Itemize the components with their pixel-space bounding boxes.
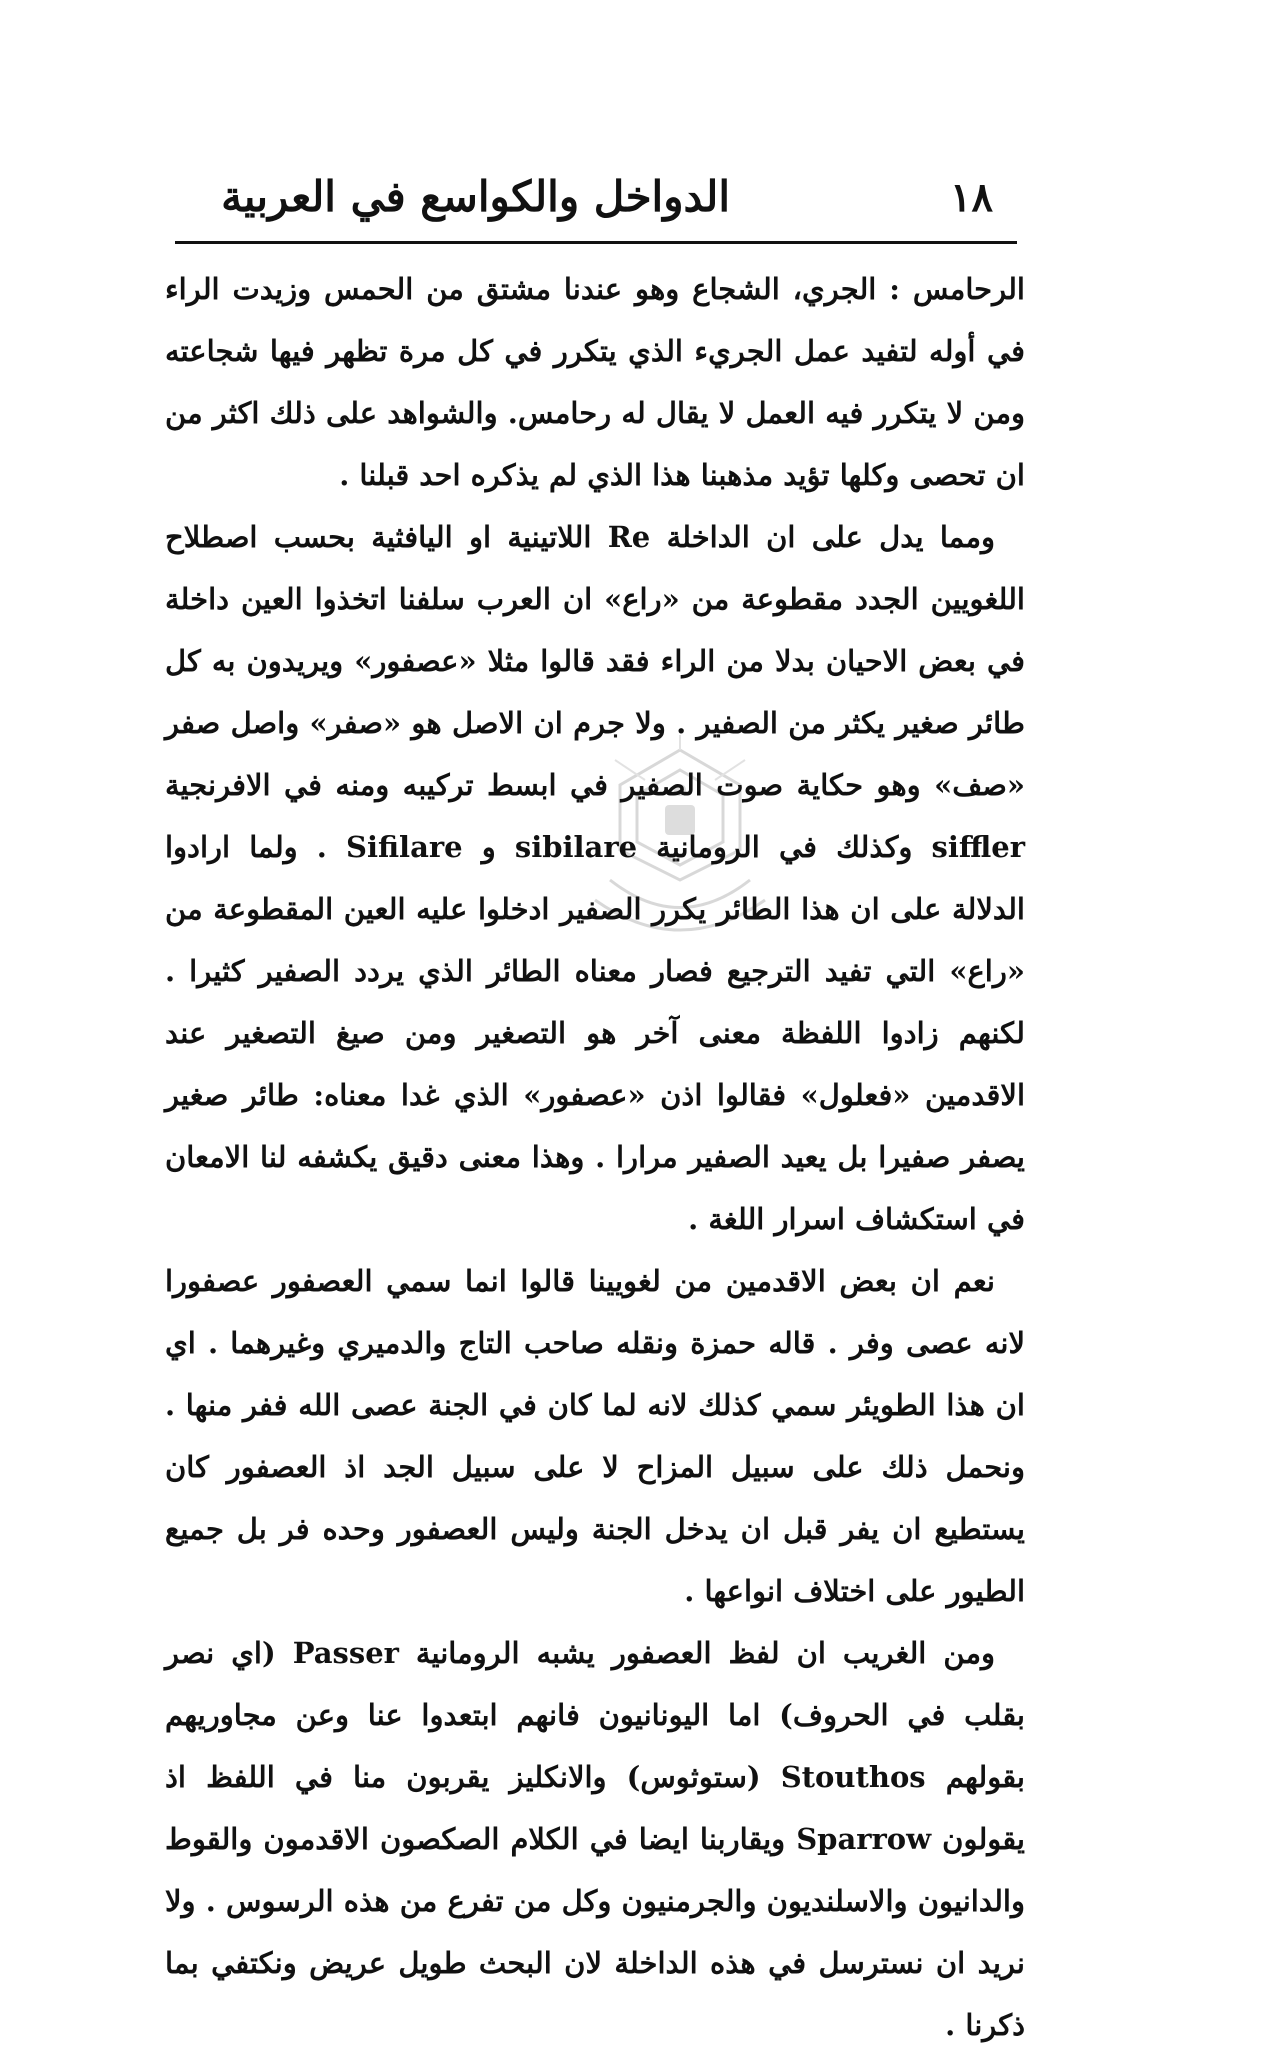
page-number: ١٨ <box>950 174 993 221</box>
paragraph-3: نعم ان بعض الاقدمين من لغويينا قالوا انما سمي العصفور عصفورا لانه عصى وفر . قاله حمزة ونقله صاحب التاج والدميري وغيرهما . اي ان هذا الطويئر سمي كذلك لانه لما كان في الجنة عصى الله ففر منها . ونحمل ذلك على سبيل المزاح لا على سبيل الجد اذ العصفور كان يستطيع ان يفر قبل ان يدخل الجنة وليس العصفور وحده فر بل جميع الطيور على اختلاف انواعها . <box>165 1264 1025 1608</box>
paragraph-4: ومن الغريب ان لفظ العصفور يشبه الرومانية Passer (اي نصر بقلب في الحروف) اما اليونانيون فانهم ابتعدوا عنا وعن مجاوريهم بقولهم Stouthos (ستوثوس) والانكليز يقربون منا في اللفظ اذ يقولون Sparrow ويقاربنا ايضا في الكلام الصكصون الاقدمون والقوط والدانيون والاسلنديون والجرمنيون وكل من تفرع من هذه الرسوس . ولا نريد ان نسترسل في هذه الداخلة لان البحث طويل عريض ونكتفي بما ذكرنا . <box>165 1636 1026 2042</box>
page-header <box>175 168 1015 238</box>
body-text <box>165 258 1025 2056</box>
paragraph-2: ومما يدل على ان الداخلة Re اللاتينية او اليافثية بحسب اصطلاح اللغويين الجدد مقطوعة من «راع» ان العرب سلفنا اتخذوا العين داخلة في بعض الاحيان بدلا من الراء فقد قالوا مثلا «عصفور» ويريدون به كل طائر صغير يكثر من الصفير . ولا جرم ان الاصل هو «صفر» واصل صفر «صف» وهو حكاية صوت الصفير في ابسط تركيبه ومنه في الافرنجية siffler وكذلك في الرومانية sibilare و Sifilare . ولما ارادوا الدلالة على ان هذا الطائر يكرر الصفير ادخلوا عليه العين المقطوعة من «راع» التي تفيد الترجيع فصار معناه الطائر الذي يردد الصفير كثيرا . لكنهم زادوا اللفظة معنى آخر هو التصغير ومن صيغ التصغير عند الاقدمين «فعلول» فقالوا اذن «عصفور» الذي غدا معناه: طائر صغير يصفر صفيرا بل يعيد الصفير مرارا . وهذا معنى دقيق يكشفه لنا الامعان في استكشاف اسرار اللغة . <box>165 520 1026 1236</box>
running-title: الدواخل والكواسع في العربية <box>221 172 730 221</box>
paragraph-1: الرحامس : الجري، الشجاع وهو عندنا مشتق من الحمس وزيدت الراء في أوله لتفيد عمل الجريء الذي يتكرر في كل مرة تظهر فيها شجاعته ومن لا يتكرر فيه العمل لا يقال له رحامس. والشواهد على ذلك اكثر من ان تحصى وكلها تؤيد مذهبنا هذا الذي لم يذكره احد قبلنا . <box>165 272 1025 492</box>
header-rule <box>175 241 1017 244</box>
